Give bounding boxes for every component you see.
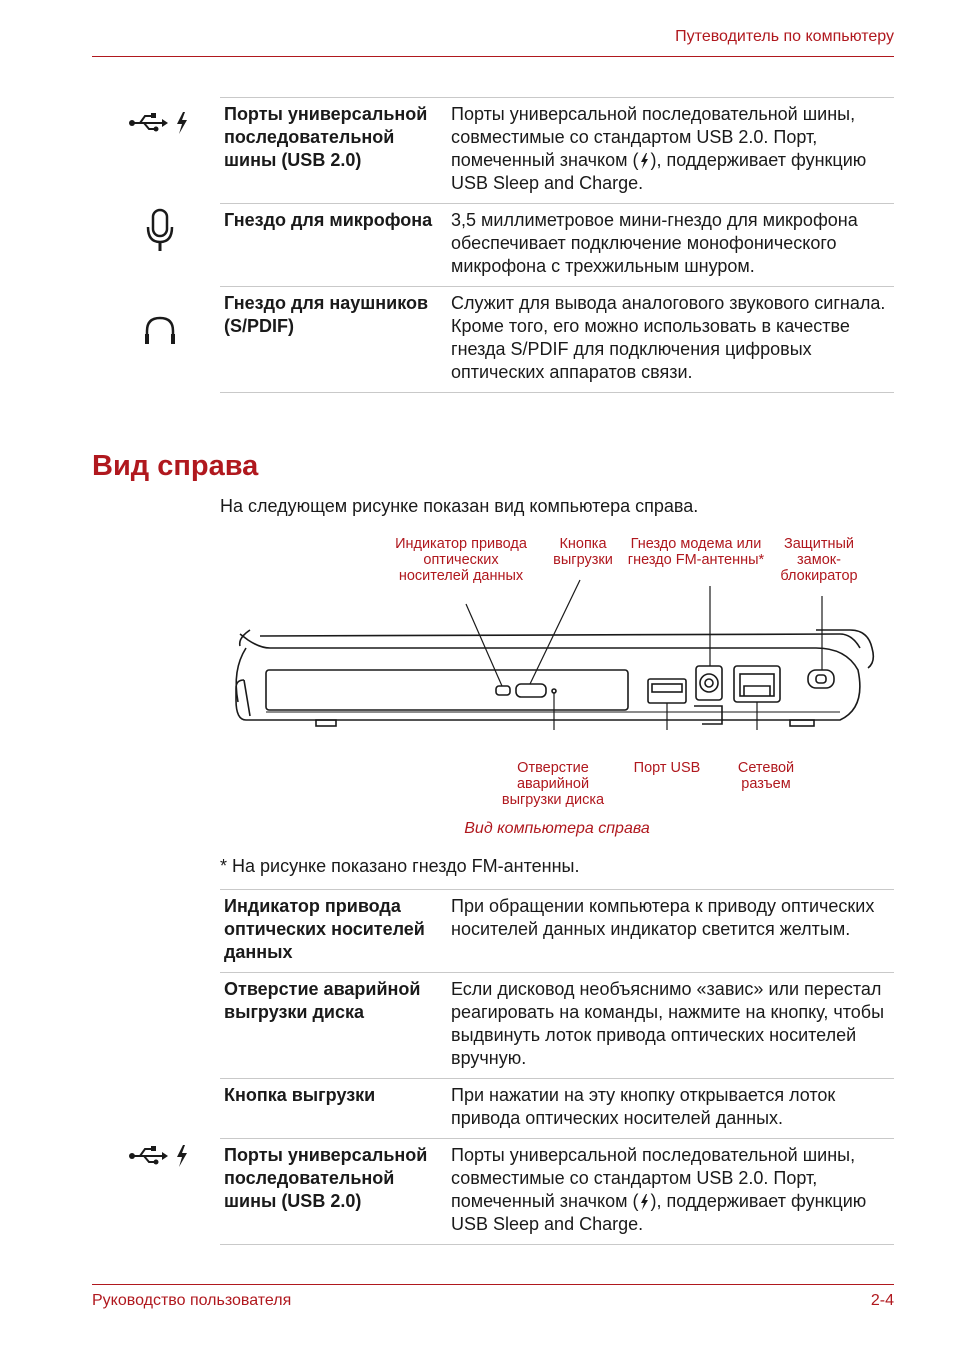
term-headphone-jack: Гнездо для наушников (S/PDIF) — [220, 287, 443, 393]
microphone-icon — [120, 206, 200, 254]
table-row — [220, 1079, 894, 1139]
top-spec-table — [220, 97, 894, 393]
desc-usb-ports — [443, 98, 894, 204]
headphones-icon — [120, 314, 200, 348]
table-row — [220, 98, 894, 204]
desc-optical-indicator: При обращении компьютера к приводу оптических носителей данных индикатор светится желтым. — [443, 890, 894, 973]
desc-text: ), поддерживает функцию USB Sleep and Charge. — [451, 1191, 867, 1234]
term-emergency-eject: Отверстие аварийной выгрузки диска — [220, 973, 443, 1079]
callout-modem-jack: Гнездо модема или гнездо FM-антенны* — [627, 536, 765, 568]
term-usb-ports: Порты универсальной последовательной шины (USB 2.0) — [220, 98, 443, 204]
desc-usb-ports — [443, 1139, 894, 1245]
callout-eject-button: Кнопка выгрузки — [553, 536, 613, 568]
callout-emergency-eject: Отверстие аварийной выгрузки диска — [501, 760, 605, 808]
desc-text: Порты универсальной последовательной шины, совместимые со стандартом USB 2.0. Порт, помеченный значком ( — [451, 104, 856, 170]
desc-emergency-eject: Если дисковод необъяснимо «завис» или перестал реагировать на команды, нажмите на кнопку, чтобы выдвинуть лоток привода оптических носителей вручную. — [443, 973, 894, 1079]
callout-indicator: Индикатор привода оптических носителей данных — [395, 536, 527, 584]
term-mic-jack: Гнездо для микрофона — [220, 204, 443, 287]
section-title: Вид справа — [92, 450, 259, 482]
table-row — [220, 287, 894, 393]
bottom-spec-table — [220, 889, 894, 1245]
footer-title: Руководство пользователя — [92, 1292, 292, 1309]
figure-caption: Вид компьютера справа — [464, 820, 650, 837]
running-header: Путеводитель по компьютеру — [675, 28, 894, 45]
desc-headphone-jack: Служит для вывода аналогового звукового сигнала. Кроме того, его можно использовать в качестве гнезда S/PDIF для подключения цифровых оптических аппаратов связи. — [443, 287, 894, 393]
footer-rule — [92, 1284, 894, 1285]
table-row — [220, 204, 894, 287]
page-number: 2-4 — [870, 1292, 894, 1309]
figure-note: * На рисунке показано гнездо FM-антенны. — [220, 856, 580, 876]
sleep-charge-bolt-icon — [638, 1193, 650, 1211]
sleep-charge-bolt-icon — [638, 152, 650, 170]
desc-text: Порты универсальной последовательной шины, совместимые со стандартом USB 2.0. Порт, помеченный значком ( — [451, 1145, 856, 1211]
callout-usb-port: Порт USB — [633, 760, 701, 776]
desc-mic-jack: 3,5 миллиметровое мини-гнездо для микрофона обеспечивает подключение монофонического микрофона с трехжильным шнуром. — [443, 204, 894, 287]
term-eject-button: Кнопка выгрузки — [220, 1079, 443, 1139]
usb-sleep-charge-icon — [120, 1139, 200, 1171]
term-usb-ports: Порты универсальной последовательной шины (USB 2.0) — [220, 1139, 443, 1245]
table-row — [220, 973, 894, 1079]
usb-sleep-charge-icon — [120, 106, 200, 138]
header-rule — [92, 56, 894, 57]
section-intro: На следующем рисунке показан вид компьютера справа. — [220, 496, 699, 516]
laptop-right-side-illustration — [220, 530, 884, 730]
desc-eject-button: При нажатии на эту кнопку открывается лоток привода оптических носителей данных. — [443, 1079, 894, 1139]
desc-text: ), поддерживает функцию USB Sleep and Charge. — [451, 150, 867, 193]
table-row — [220, 890, 894, 973]
term-optical-indicator: Индикатор привода оптических носителей данных — [220, 890, 443, 973]
table-row — [220, 1139, 894, 1245]
callout-security-lock: Защитный замок-блокиратор — [780, 536, 858, 584]
callout-lan-jack: Сетевой разъем — [737, 760, 795, 792]
